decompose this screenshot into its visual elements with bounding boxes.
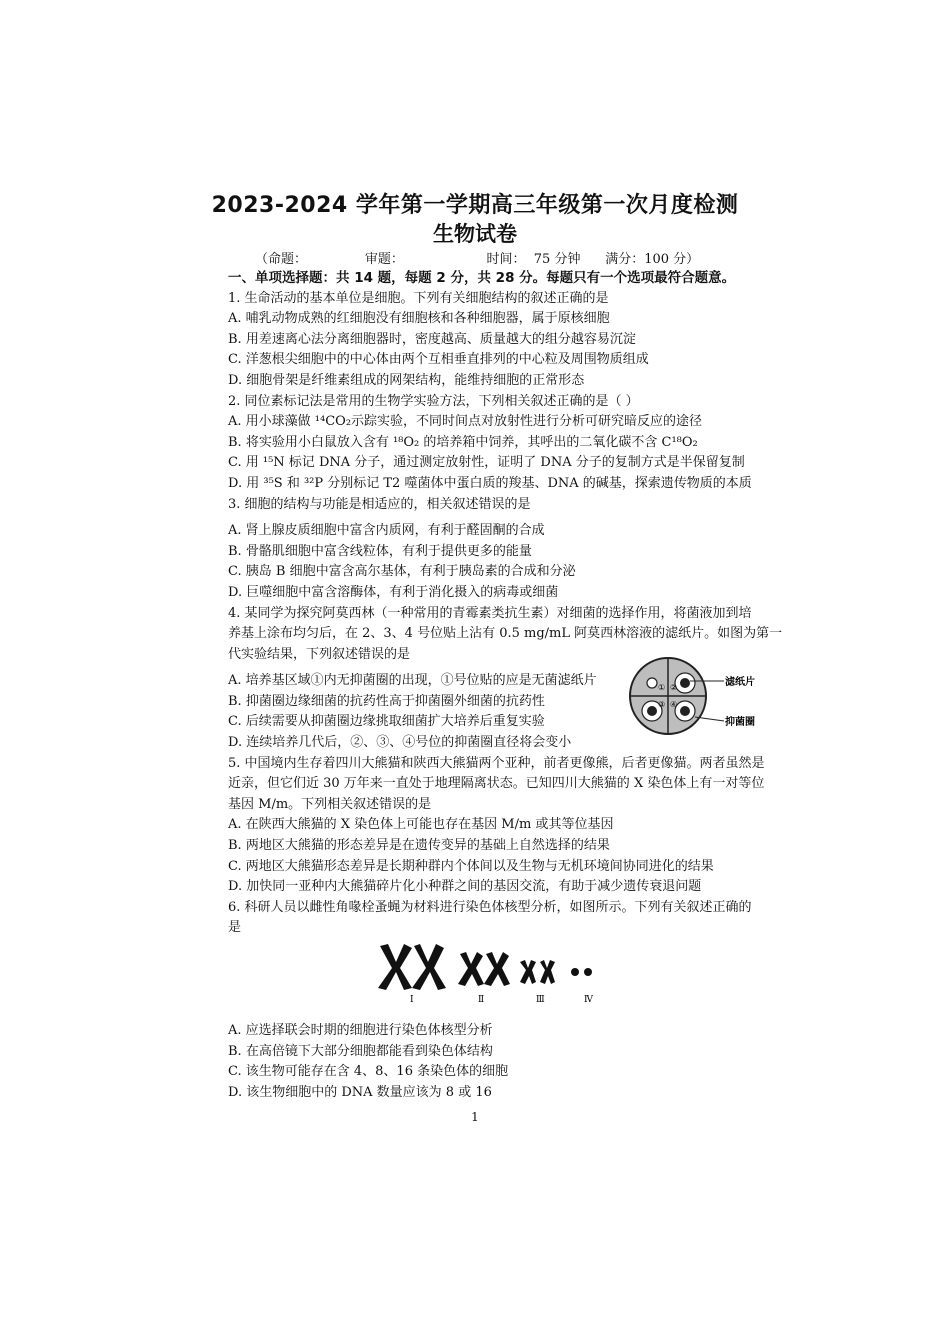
q3-option-c: C. 胰岛 B 细胞中富含高尔基体，有利于胰岛素的合成和分泌 xyxy=(228,564,576,580)
figure-num-1: ① xyxy=(658,683,666,692)
q6-option-b: B. 在高倍镜下大部分细胞都能看到染色体结构 xyxy=(228,1043,493,1059)
q5-option-a: A. 在陕西大熊猫的 X 染色体上可能也存在基因 M/m 或其等位基因 xyxy=(228,817,614,833)
label-filter-paper: 滤纸片 xyxy=(725,677,755,688)
q1-option-a: A. 哺乳动物成熟的红细胞没有细胞核和各种细胞器，属于原核细胞 xyxy=(228,311,610,327)
q3-option-d: D. 巨噬细胞中富含溶酶体，有利于消化摄入的病毒或细菌 xyxy=(228,584,559,600)
q6-stem-line-2: 是 xyxy=(228,920,242,936)
exam-title: 2023-2024 学年第一学期高三年级第一次月度检测 xyxy=(211,193,739,218)
q6-option-c: C. 该生物可能存在含 4、8、16 条染色体的细胞 xyxy=(228,1064,509,1080)
karyotype-figure xyxy=(370,940,610,1006)
q4-option-b: B. 抑菌圈边缘细菌的抗药性高于抑菌圈外细菌的抗药性 xyxy=(228,693,545,709)
roman-label-2: Ⅱ xyxy=(478,995,485,1005)
page-number: 1 xyxy=(471,1110,479,1124)
roman-label-3: Ⅲ xyxy=(536,995,545,1005)
q2-option-c: C. 用 ¹⁵N 标记 DNA 分子，通过测定放射性，证明了 DNA 分子的复制方式是半保留复制 xyxy=(228,455,745,471)
q1-stem: 1. 生命活动的基本单位是细胞。下列有关细胞结构的叙述正确的是 xyxy=(228,290,609,306)
filter-paper-3 xyxy=(647,706,657,716)
chromosome-group-4 xyxy=(571,968,592,976)
q5-stem-line-2: 近亲，但它们近 30 万年来一直处于地理隔离状态。已知四川大熊猫的 X 染色体上有一对等位 xyxy=(228,776,765,792)
q5-option-b: B. 两地区大熊猫的形态差异是在遗传变异的基础上自然选择的结果 xyxy=(228,838,610,854)
label-inhibition-zone: 抑菌圈 xyxy=(725,717,755,728)
exam-meta: （命题： 审题： 时间： 75 分钟 满分：100 分） xyxy=(255,252,700,267)
q4-stem-line-1: 4. 某同学为探究阿莫西林（一种常用的青霉素类抗生素）对细菌的选择作用，将菌液加到培 xyxy=(228,605,752,621)
q3-stem: 3. 细胞的结构与功能是相适应的，相关叙述错误的是 xyxy=(228,496,531,512)
q2-option-b: B. 将实验用小白鼠放入含有 ¹⁸O₂ 的培养箱中饲养，其呼出的二氧化碳不含 C¹⁸O₂ xyxy=(228,434,698,450)
q3-option-a: A. 肾上腺皮质细胞中富含内质网，有利于醛固酮的合成 xyxy=(228,523,545,539)
chromosome-group-2 xyxy=(458,952,510,986)
q6-option-d: D. 该生物细胞中的 DNA 数量应该为 8 或 16 xyxy=(228,1084,492,1100)
q2-stem: 2. 同位素标记法是常用的生物学实验方法，下列相关叙述正确的是（ ） xyxy=(228,393,639,409)
q6-option-a: A. 应选择联会时期的细胞进行染色体核型分析 xyxy=(228,1023,493,1038)
figure-num-3: ③ xyxy=(658,700,666,709)
filter-paper-4 xyxy=(680,706,690,716)
chromosome-group-3 xyxy=(520,960,555,984)
q1-option-b: B. 用差速离心法分离细胞器时，密度越高、质量越大的组分越容易沉淀 xyxy=(228,331,636,347)
q2-option-a: A. 用小球藻做 ¹⁴CO₂示踪实验，不同时间点对放射性进行分析可研究暗反应的途径 xyxy=(228,414,703,430)
section-heading: 一、单项选择题：共 14 题，每题 2 分，共 28 分。每题只有一个选项最符合题意。 xyxy=(228,270,736,286)
q5-option-d: D. 加快同一亚种内大熊猫碎片化小种群之间的基因交流，有助于减少遗传衰退问题 xyxy=(228,879,702,895)
q6-stem-line-1: 6. 科研人员以雌性角喙栓蚤蝇为材料进行染色体核型分析，如图所示。下列有关叙述正确的 xyxy=(228,899,752,915)
q2-option-d: D. 用 ³⁵S 和 ³²P 分别标记 T2 噬菌体中蛋白质的羧基、DNA 的碱基，探索遗传物质的本质 xyxy=(228,475,752,491)
q1-option-d: D. 细胞骨架是纤维素组成的网架结构，能维持细胞的正常形态 xyxy=(228,372,585,388)
filter-paper-1 xyxy=(647,678,657,688)
petri-dish-figure xyxy=(628,651,768,741)
q4-option-c: C. 后续需要从抑菌圈边缘挑取细菌扩大培养后重复实验 xyxy=(228,714,545,730)
q3-option-b: B. 骨骼肌细胞中富含线粒体，有利于提供更多的能量 xyxy=(228,543,532,559)
q1-option-c: C. 洋葱根尖细胞中的中心体由两个互相垂直排列的中心粒及周围物质组成 xyxy=(228,352,649,368)
q4-option-a: A. 培养基区域①内无抑菌圈的出现，①号位贴的应是无菌滤纸片 xyxy=(228,673,597,689)
q4-stem-line-2: 养基上涂布均匀后，在 2、3、4 号位贴上沾有 0.5 mg/mL 阿莫西林溶液的滤纸片。如图为第一 xyxy=(228,626,783,642)
q4-stem-line-3: 代实验结果，下列叙述错误的是 xyxy=(228,646,411,662)
filter-paper-2 xyxy=(680,678,690,688)
q4-option-d: D. 连续培养几代后，②、③、④号位的抑菌圈直径将会变小 xyxy=(228,735,572,751)
roman-label-4: Ⅳ xyxy=(584,995,593,1005)
q5-stem-line-1: 5. 中国境内生存着四川大熊猫和陕西大熊猫两个亚种，前者更像熊，后者更像猫。两者虽然是 xyxy=(228,755,765,771)
exam-subtitle: 生物试卷 xyxy=(433,222,517,246)
q5-option-c: C. 两地区大熊猫形态差异是长期种群内个体间以及生物与无机环境间协同进化的结果 xyxy=(228,858,714,874)
chromosome-group-1 xyxy=(378,944,446,990)
figure-num-2: ② xyxy=(670,683,678,692)
q5-stem-line-3: 基因 M/m。下列相关叙述错误的是 xyxy=(228,796,432,812)
figure-num-4: ④ xyxy=(670,700,678,709)
roman-label-1: Ⅰ xyxy=(410,995,414,1005)
